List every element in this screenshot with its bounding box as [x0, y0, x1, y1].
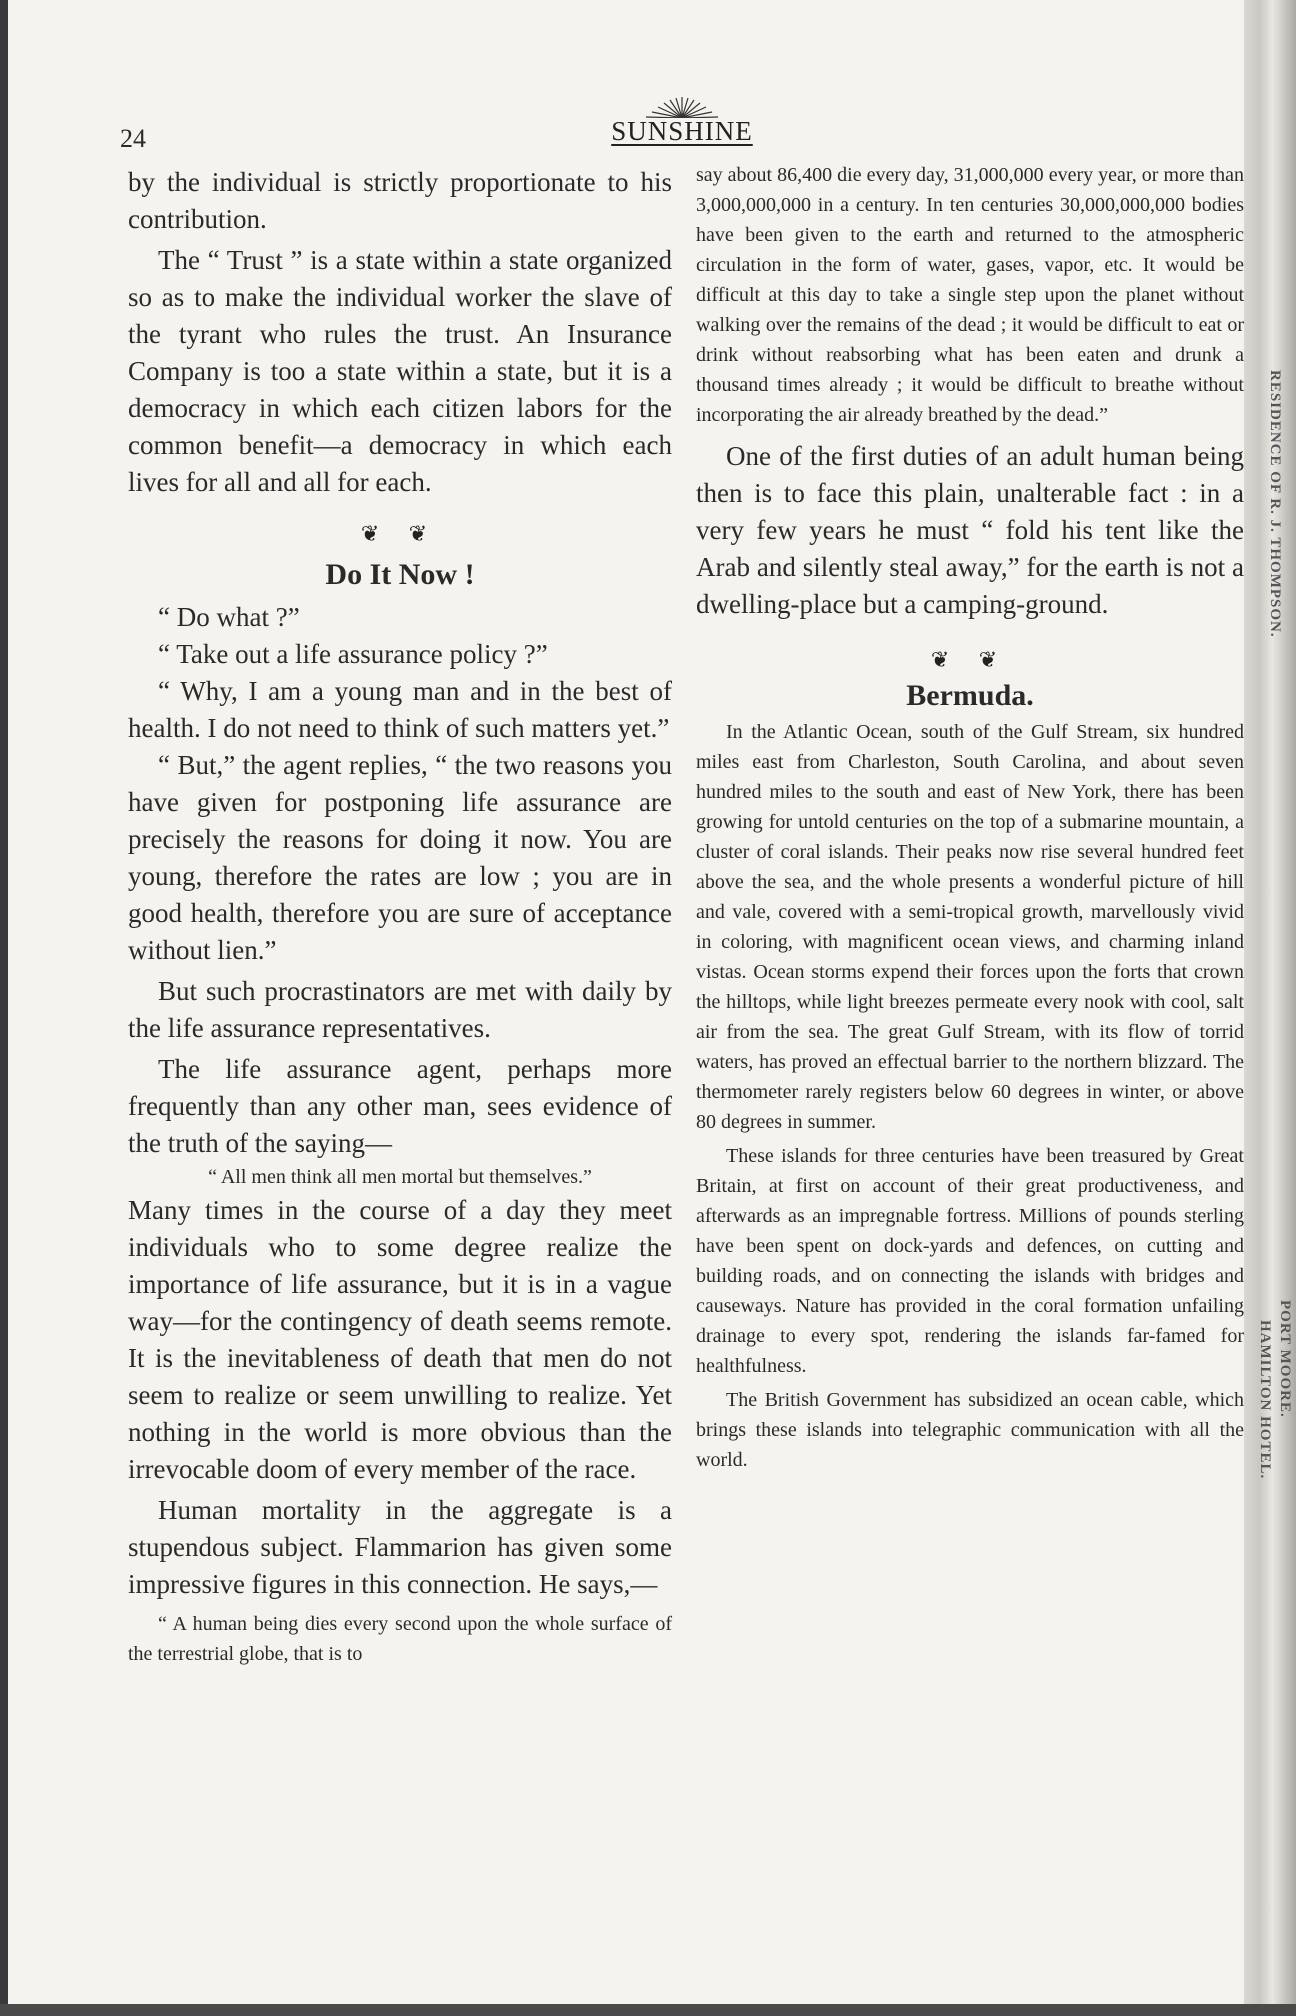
paragraph: Many times in the course of a day they meet individuals who to some degree realize the importance of life assurance, but it is in a vague way—for the contingency of death seems remote. It is the inevitableness of death that men do not seem to realize or seem unwilling to realize. Yet nothing in the world is more obvious than the irrevocable doom of every member of the race.: [128, 1195, 672, 1484]
paragraph: One of the first duties of an adult human being then is to face this plain, unalterable fact : in a very few years he must “ fold his tent like the Arab and silently steal away,” for the earth is not a dwelling-place but a camping-ground.: [696, 441, 1244, 619]
section-heading: Bermuda.: [906, 679, 1034, 712]
masthead-title: SUNSHINE: [611, 116, 753, 146]
quoted-passage: “ A human being dies every second upon the whole surface of the terrestrial globe, that is to: [128, 1613, 672, 1665]
section-heading: Do It Now !: [325, 558, 475, 591]
paragraph: by the individual is strictly proportionate to his contribution.: [128, 167, 672, 234]
dialogue-line: “ Take out a life assurance policy ?”: [158, 639, 548, 669]
facing-page-edge: [1244, 0, 1296, 2016]
paragraph: The British Government has subsidized an ocean cable, which brings these islands into telegraphic communication with all the world.: [696, 1389, 1244, 1471]
margin-caption: HAMILTON HOTEL.: [1257, 1320, 1273, 1480]
ornament-icon: ❦ ❦: [930, 647, 1010, 672]
paragraph: These islands for three centuries have been treasured by Great Britain, at first on account of their great productiveness, and afterwards as an impregnable fortress. Millions of pounds sterling have been spent on dock-yards and defences, on cutting and building roads, and on connecting the islands with bridges and causeways. Nature has provided in the coral formation unfailing drainage to every spot, rendering the islands far-famed for healthfulness.: [696, 1145, 1244, 1377]
paragraph: In the Atlantic Ocean, south of the Gulf Stream, six hundred miles east from Charleston, South Carolina, and about seven hundred miles to the south and east of New York, there has been growing for untold centuries on the top of a submarine mountain, a cluster of coral islands. Their peaks now rise several hundred feet above the sea, and the whole presents a wonderful picture of hill and vale, covered with a semi-tropical growth, marvellously vivid in coloring, with magnificent ocean views, and charming inland vistas. Ocean storms expend their forces upon the forts that crown the hilltops, while light breezes permeate every nook with cool, salt air from the sea. The great Gulf Stream, with its flow of torrid waters, has proved an effectual barrier to the northern blizzard. The thermometer rarely registers below 60 degrees in winter, or above 80 degrees in summer.: [696, 721, 1244, 1133]
dialogue-line: “ Do what ?”: [158, 602, 300, 632]
quoted-passage-continued: say about 86,400 die every day, 31,000,000 every year, or more than 3,000,000,000 in a century. In ten centuries 30,000,000,000 bodies have been given to the earth and returned to the atmospheric circulation in the form of water, gases, vapor, etc. It would be difficult at this day to take a single step upon the planet without walking over the remains of the dead ; it would be difficult to eat or drink without reabsorbing what has been eaten and drunk a thousand times already ; it would be difficult to breathe without incorporating the air already breathed by the dead.”: [696, 164, 1244, 426]
scan-shadow: [0, 2004, 1296, 2016]
left-column: [128, 164, 672, 1669]
ornament-icon: ❦ ❦: [360, 521, 440, 546]
paragraph: The “ Trust ” is a state within a state organized so as to make the individual worker the slave of the tyrant who rules the trust. An Insurance Company is too a state within a state, but it is a democracy in which each citizen labors for the common benefit—a democracy in which each lives for all and all for each.: [128, 245, 672, 497]
page-number: 24: [120, 124, 146, 153]
right-column: [696, 160, 1244, 1475]
dialogue-line: “ Why, I am a young man and in the best of health. I do not need to think of such matters yet.”: [128, 676, 672, 743]
masthead: [594, 96, 770, 152]
paragraph: The life assurance agent, perhaps more frequently than any other man, sees evidence of the truth of the saying—: [128, 1054, 672, 1158]
margin-caption: RESIDENCE OF R. J. THOMPSON.: [1267, 370, 1283, 638]
margin-caption: PORT MOORE.: [1277, 1300, 1293, 1418]
dialogue-line: “ But,” the agent replies, “ the two reasons you have given for postponing life assurance are precisely the reasons for doing it now. You are young, therefore the rates are low ; you are in good health, therefore you are sure of acceptance without lien.”: [128, 750, 672, 965]
sunburst-icon: [638, 96, 726, 118]
paragraph: Human mortality in the aggregate is a stupendous subject. Flammarion has given some impressive figures in this connection. He says,—: [128, 1495, 672, 1599]
paragraph: But such procrastinators are met with daily by the life assurance representatives.: [128, 976, 672, 1043]
block-quote: “ All men think all men mortal but themselves.”: [208, 1166, 592, 1188]
magazine-page: [8, 0, 1256, 2008]
